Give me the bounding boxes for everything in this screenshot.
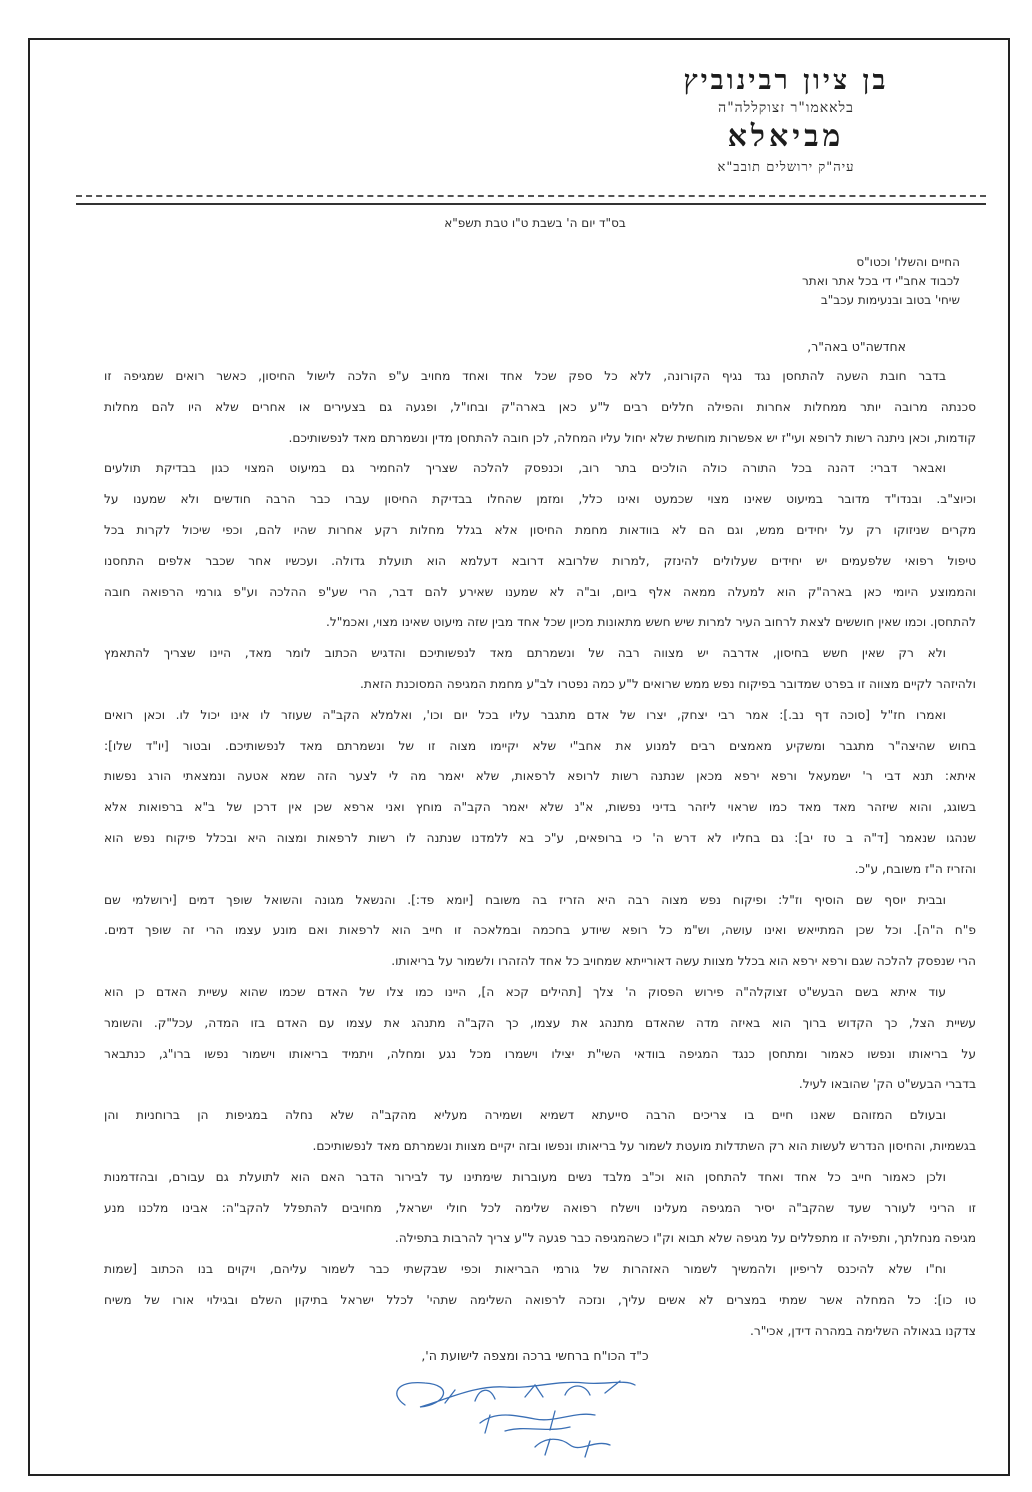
addressee-line: לכבוד אחב"י די בכל אתר ואתר — [802, 274, 960, 288]
text-line: וכיוצ"ב. ובנדו"ד מדובר במיעוט שאינו מצוי שכמעט ואינו כלל, ומזמן שהחלו בבדיקת החיסון עברו כבר הרבה חודשים ולא שמענו על — [104, 492, 976, 507]
text-line: צדקנו בגאולה השלימה במהרה דידן, אכי"ר. — [749, 1323, 976, 1338]
text-line: עשיית הצל, כך הקדוש ברוך הוא באיזה מדה שהאדם מתנהג את עצמו, כך הקב"ה מתנהג את עצמו עם האדם בזו המדה, עכל"ק. והשומר — [104, 1015, 976, 1030]
letterhead-lineage: בלאאמו"ר זצוקללה"ה — [718, 100, 854, 116]
addressee-line: החיים והשלו' וכטו"ס — [856, 255, 960, 269]
text-line: ולא רק שאין חשש בחיסון, אדרבה יש מצווה רבה של ונשמרתם מאד לנפשותיכם והדגיש הכתוב לומר מאד, היינו שצריך להתאמץ — [104, 646, 946, 661]
text-line: ולכן כאמור חייב כל אחד ואחד להתחסן הוא וכ"ב מלבד נשים מעוברות שימתינו עד לבירור הדבר האם הוא לתועלת גם עבורם, ובהזדמנות — [104, 1169, 946, 1184]
text-line: מקרים שניזוקו רק על יחידים ממש, וגם הם לא בוודאות מחמת החיסון אלא בגלל מחלות רקע אחרות שהיו להם, וכפי שיכול לקרות בכל — [104, 522, 976, 537]
closing-line: כ"ד הכו"ח ברחשי ברכה ומצפה לישועת ה', — [421, 1348, 649, 1363]
text-line: זו הריני לעורר שעד שהקב"ה יסיר המגיפה מעלינו וישלח רפואה שלימה לכל חולי ישראל, מחויבים להתפלל להקב"ה: אבינו מלכנו מנע — [104, 1200, 976, 1215]
text-line: טיפול רפואי שלפעמים יש יחידים שעלולים להינזק ,למרות שלרובא דרובא דעלמא הוא תועלת גדולה. ועכשיו אחר שכבר אלפים התחסנו — [104, 553, 976, 568]
text-line: איתא: תנא דבי ר' ישמעאל ורפא ירפא מכאן שנתנה רשות לרופא לרפאות, שלא יאמר מה לי לצער הזה שמא אטעה ונמצאתי הורג נפשות — [104, 769, 976, 784]
letterhead-divider — [76, 203, 986, 205]
text-line: בדברי הבעש"ט הק' שהובאו לעיל. — [798, 1077, 976, 1092]
greeting: אחדשה"ט באה"ר, — [807, 339, 906, 354]
text-line: שנהגו שנאמר [ד"ה ב טז יב]: גם בחליו לא דרש ה' כי ברופאים, ע"כ בא ללמדנו שנתנה לו רשות לרפאות ומצוה היא ובכלל פיקוח נפש הוא — [104, 830, 976, 845]
addressee-line: שיחי' בטוב ובנעימות עכב"ב — [820, 293, 960, 307]
text-line: פ"ח ה"ה]. וכל שכן המתייאש ואינו עושה, וש"מ כל רופא שיודע בחכמה ובמלאכה זו חייב הוא לרפאות ואם מונע עצמו הרי זה שופך דמים. — [104, 923, 976, 938]
text-line: בגשמיות, והחיסון הנדרש לעשות הוא רק השתדלות מועטת לשמור על בריאותו ונפשו ובזה יקיים מצוות ונשמרתם מאד לנפשותיכם. — [312, 1138, 976, 1153]
letter-body — [104, 361, 976, 1347]
text-line: על בריאותו ונפשו כאמור ומתחסן כנגד המגיפה בוודאי השי"ת יצילו וישמרו מכל נגע ומחלה, ויתמיד בריאותו וישמור נפשו ברו"ג, כנתבאר — [104, 1046, 976, 1061]
paragraph — [104, 1100, 976, 1162]
handwritten-signature — [385, 1375, 655, 1465]
letterhead-name: בן ציון רבינוביץ — [683, 65, 889, 96]
text-line: בחוש שהיצה"ר מתגבר ומשקיע מאמצים רבים למנוע את אחב"י שלא יקיימו מצוה זו של ונשמרתם מאד לנפשותיכם. ובטור [יו"ד שלו]: — [104, 738, 976, 753]
letter-date: בס"ד יום ה' בשבת ט"ו טבת תשפ"א — [444, 216, 626, 230]
text-line: ואמרו חז"ל [סוכה דף נב.]: אמר רבי יצחק, יצרו של אדם מתגבר עליו בכל יום וכו', ואלמלא הקב"ה שעוזר לו אינו יכול לו. וכאן רואים — [104, 707, 946, 722]
paragraph — [104, 700, 976, 885]
letterhead — [636, 64, 936, 180]
text-line: מגיפה מנחלתך, ותפילה זו מתפללים על מגיפה שלא תבוא וק"ו כשהמגיפה כבר פגעה ל"ע צריך להרבות בתפילה. — [394, 1231, 976, 1246]
text-line: ואבאר דברי: דהנה בכל התורה כולה הולכים בתר רוב, וכנפסק להלכה שצריך להחמיר גם במיעוט המצוי כגון בבדיקת תולעים — [104, 461, 946, 476]
letterhead-town: מביאלא — [727, 119, 845, 154]
text-line: עוד איתא בשם הבעש"ט זצוקלה"ה פירוש הפסוק ה' צלך [תהילים קכא ה], היינו כמו צלו של האדם שכמו שהוא עשיית האדם כן הוא — [104, 984, 946, 999]
letterhead-city: עיה"ק ירושלים תובב"א — [717, 160, 855, 175]
text-line: ובבית יוסף שם הוסיף וז"ל: ופיקוח נפש מצוה רבה היא הזריז בה משובח [יומא פד:]. והנשאל מגונה והשואל שופך דמים [ירושלמי שם — [104, 892, 946, 907]
paragraph — [104, 361, 976, 453]
paragraph — [104, 885, 976, 977]
paragraph — [104, 1162, 976, 1254]
text-line: ולהיזהר לקיים מצווה זו בפרט שמדובר בפיקוח נפש ממש שרואים ל"ע כמה נפטרו לב"ע מחמת המגיפה המסוכנת הזאת. — [359, 676, 976, 691]
text-line: בשוגג, והוא שיזהר מאד מאד כמו שראוי ליזהר בדיני נפשות, א"נ שלא יאמר הקב"ה מוחץ ואני ארפא שכן אין דרכן של ב"א ברפואות אלא — [104, 800, 976, 815]
text-line: סכנתה מרובה יותר ממחלות אחרות והפילה חללים רבים ל"ע כאן בארה"ק ובחו"ל, ופגעה גם בצעירים או אחרים שלא היו להם מחלות — [104, 399, 976, 414]
paragraph — [104, 977, 976, 1100]
text-line: והזריז ה"ז משובח, ע"כ. — [854, 861, 976, 876]
paragraph — [104, 638, 976, 700]
addressee — [802, 253, 960, 310]
paragraph — [104, 453, 976, 638]
text-line: טו כו]: כל המחלה אשר שמתי במצרים לא אשים עליך, ונזכה לרפואה השלימה שתהי' לכלל ישראל בתיקון השלם ובגילוי אורו של משיח — [104, 1292, 976, 1307]
text-line: והממוצע היומי כאן בארה"ק הוא למעלה ממאה אלף ביום, וב"ה לא שמענו שאירע להם דבר, הרי שע"פ ההלכה וע"פ גורמי הרפואה חובה — [104, 584, 976, 599]
text-line: ובעולם המזוהם שאנו חיים בו צריכים הרבה סייעתא דשמיא ושמירה מעליא מהקב"ה שלא נחלה במגיפות הן ברוחניות והן — [104, 1108, 946, 1123]
text-line: קודמות, וכאן ניתנה רשות לרופא ועי"ז יש אפשרות מוחשית שלא יחול עליו המחלה, לכן חובה להתחסן מדין ונשמרתם מאד לנפשותיכם. — [288, 430, 976, 445]
paragraph — [104, 1254, 976, 1346]
text-line: להתחסן. וכמו שאין חוששים לצאת לרחוב העיר למרות שיש חשש מתאונות מכיון שכל אחד מבין שזה מיעוט שאינו מצוי, ואכמ"ל. — [325, 615, 976, 630]
text-line: הרי שנפסק להלכה שגם ורפא ירפא הוא בכלל מצוות עשה דאורייתא שמחויב כל אחד להזהרו ולשמור על בריאותו. — [391, 954, 976, 969]
text-line: בדבר חובת השעה להתחסן נגד נגיף הקורונה, ללא כל ספק שכל אחד ואחד מחויב ע"פ הלכה לישול החיסון, כאשר רואים שמגיפה זו — [104, 369, 946, 383]
letterhead-dashed-divider — [76, 195, 986, 197]
text-line: וח"ו שלא להיכנס לריפיון ולהמשיך לשמור האזהרות של גורמי הבריאות וכפי שבקשתי כבר לשמור עליהם, ויקוים בנו הכתוב [שמות — [104, 1262, 946, 1277]
